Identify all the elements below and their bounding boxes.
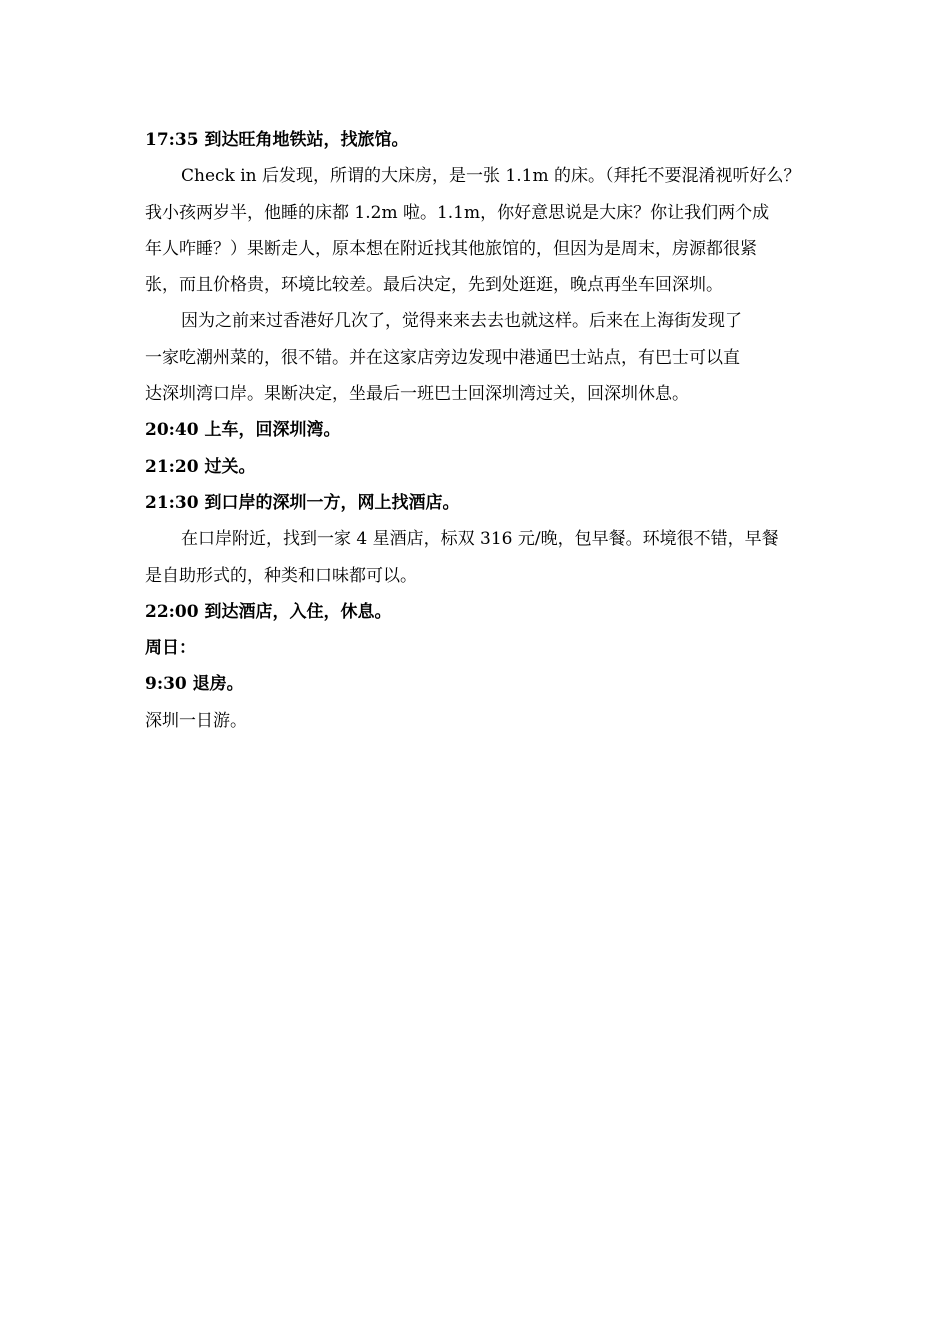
time-heading-1735: 17:35 到达旺角地铁站，找旅馆。: [145, 130, 409, 150]
time-heading-2200: 22:00 到达酒店，入住，休息。: [145, 601, 392, 622]
paragraph-hotel-line-1: 在口岸附近，找到一家 4 星酒店，标双 316 元/晚，包早餐。环境很不错，早餐: [181, 529, 779, 550]
paragraph-hongkong-line-2: 一家吃潮州菜的，很不错。并在这家店旁边发现中港通巴士站点，有巴士可以直: [145, 347, 740, 368]
paragraph-checkin-line-1: Check in 后发现，所谓的大床房，是一张 1.1m 的床。（拜托不要混淆视听好么？: [181, 166, 801, 187]
paragraph-hotel-line-2: 是自助形式的，种类和口味都可以。: [145, 565, 417, 586]
day-heading-sunday: 周日：: [145, 638, 196, 659]
paragraph-hongkong-line-3: 达深圳湾口岸。果断决定，坐最后一班巴士回深圳湾过关，回深圳休息。: [145, 384, 689, 405]
time-heading-0930: 9:30 退房。: [145, 674, 244, 695]
paragraph-checkin-line-3: 年人咋睡？）果断走人，原本想在附近找其他旅馆的，但因为是周末，房源都很紧: [145, 238, 757, 259]
closing-line: 深圳一日游。: [145, 710, 247, 731]
time-heading-2130: 21:30 到口岸的深圳一方，网上找酒店。: [145, 492, 460, 513]
time-heading-2040: 20:40 上车，回深圳湾。: [145, 420, 341, 441]
paragraph-checkin-line-2: 我小孩两岁半，他睡的床都 1.2m 啦。1.1m，你好意思说是大床？你让我们两个成: [145, 202, 770, 223]
paragraph-checkin-line-4: 张，而且价格贵，环境比较差。最后决定，先到处逛逛，晚点再坐车回深圳。: [145, 275, 723, 296]
document-body: [145, 122, 815, 739]
paragraph-hongkong-line-1: 因为之前来过香港好几次了，觉得来来去去也就这样。后来在上海街发现了: [181, 311, 742, 332]
time-heading-2120: 21:20 过关。: [145, 456, 256, 477]
